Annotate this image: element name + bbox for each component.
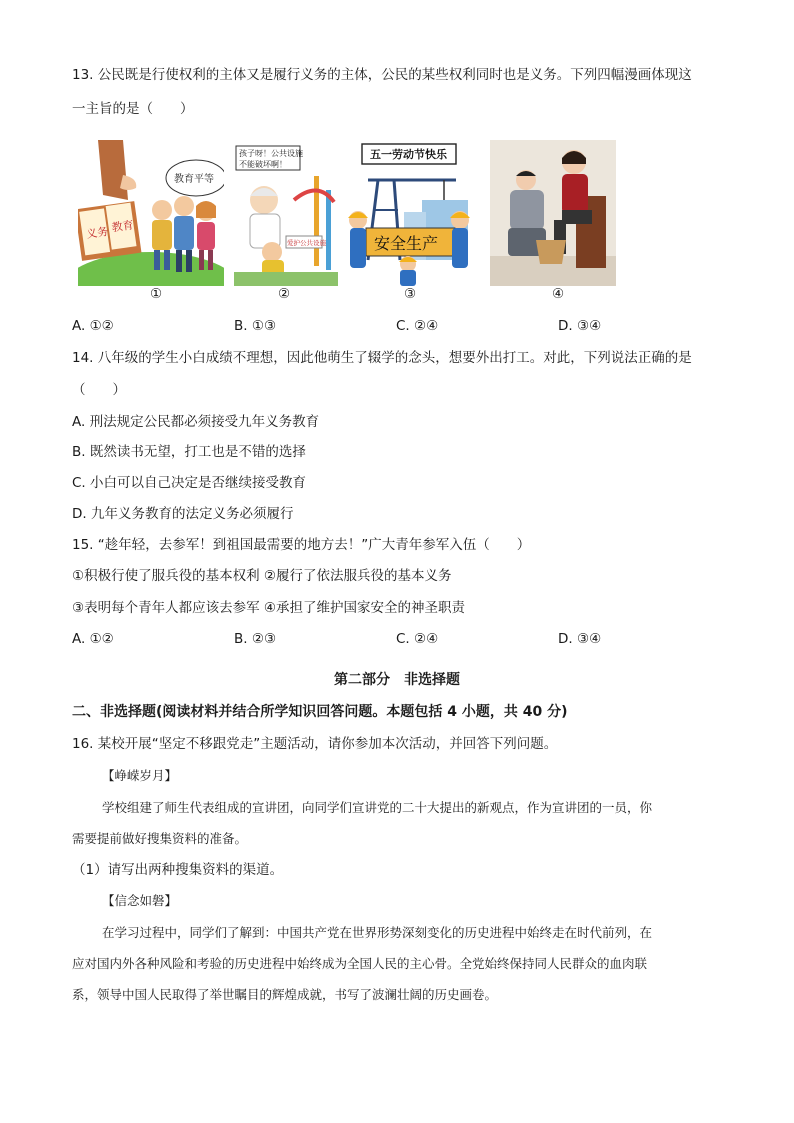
part2-section-heading: 二、非选择题(阅读材料并结合所学知识回答问题。本题包括 4 小题，共 40 分) bbox=[72, 704, 568, 720]
q16-heading-1: 【峥嵘岁月】 bbox=[102, 768, 178, 783]
q14-option-d[interactable]: D. 九年义务教育的法定义务必须履行 bbox=[72, 506, 294, 522]
cartoon-1 bbox=[78, 140, 224, 286]
q15-option-c[interactable]: C. ②④ bbox=[396, 631, 439, 647]
q16-para2-line2: 应对国内外各种风险和考验的历史进程中始终成为全国人民的主心骨。全党始终保持同人民群众的血肉联 bbox=[72, 956, 648, 971]
cartoon3-banner: 五一劳动节快乐 bbox=[370, 148, 447, 161]
cartoon-4 bbox=[490, 140, 616, 286]
book-left-text: 义务 bbox=[85, 225, 110, 241]
q16-para2-line3: 系，领导中国人民取得了举世瞩目的辉煌成就，书写了波澜壮阔的历史画卷。 bbox=[72, 987, 498, 1002]
q16-heading-2: 【信念如磐】 bbox=[102, 893, 178, 908]
q16-stem: 16. 某校开展“坚定不移跟党走”主题活动，请你参加本次活动，并回答下列问题。 bbox=[72, 736, 558, 752]
cartoon1-speech: 教育平等 bbox=[174, 174, 214, 185]
q15-stem: 15. “趁年轻，去参军！到祖国最需要的地方去！”广大青年参军入伍（ ） bbox=[72, 537, 531, 553]
q14-stem-line1: 14. 八年级的学生小白成绩不理想，因此他萌生了辍学的念头，想要外出打工。对此，下列说法正确的是 bbox=[72, 350, 692, 366]
q16-para1-line2: 需要提前做好搜集资料的准备。 bbox=[72, 831, 248, 846]
q14-stem-line2: （ ） bbox=[72, 382, 126, 398]
part2-title: 第二部分 非选择题 bbox=[334, 672, 460, 688]
q15-option-b[interactable]: B. ②③ bbox=[234, 631, 277, 647]
q15-option-a[interactable]: A. ①② bbox=[72, 631, 114, 647]
cartoon2-speech-line1: 孩子呀！公共设施 bbox=[239, 149, 303, 158]
cartoon3-board: 安全生产 bbox=[374, 234, 439, 253]
q15-statement-line2: ③表明每个青年人都应该去参军 ④承担了维护国家安全的神圣职责 bbox=[72, 600, 465, 616]
q16-para1-line1: 学校组建了师生代表组成的宣讲团，向同学们宣讲党的二十大提出的新观点，作为宣讲团的一员，你 bbox=[102, 800, 653, 815]
q13-option-b[interactable]: B. ①③ bbox=[234, 318, 277, 334]
q13-option-d[interactable]: D. ③④ bbox=[558, 318, 602, 334]
q15-statement-line1: ①积极行使了服兵役的基本权利 ②履行了依法服兵役的基本义务 bbox=[72, 568, 452, 584]
q14-option-c[interactable]: C. 小白可以自己决定是否继续接受教育 bbox=[72, 475, 307, 491]
cartoon-4-caption: ④ bbox=[552, 286, 565, 302]
q13-option-a[interactable]: A. ①② bbox=[72, 318, 114, 334]
cartoon2-speech-line2: 不能破坏啊！ bbox=[239, 160, 287, 169]
book-right-text: 教育 bbox=[110, 218, 135, 235]
cartoon-2 bbox=[234, 140, 338, 286]
cartoon2-sign: 爱护公共设施 bbox=[287, 239, 326, 247]
cartoon-2-caption: ② bbox=[278, 286, 291, 302]
q15-option-d[interactable]: D. ③④ bbox=[558, 631, 602, 647]
q13-stem-line2: 一主旨的是（ ） bbox=[72, 101, 194, 117]
cartoon-3-caption: ③ bbox=[404, 286, 417, 302]
q13-option-c[interactable]: C. ②④ bbox=[396, 318, 439, 334]
q16-subquestion-1: （1）请写出两种搜集资料的渠道。 bbox=[72, 862, 284, 878]
cartoon-1-caption: ① bbox=[150, 286, 163, 302]
q16-para2-line1: 在学习过程中，同学们了解到：中国共产党在世界形势深刻变化的历史进程中始终走在时代前列，在 bbox=[102, 925, 653, 940]
q13-stem-line1: 13. 公民既是行使权利的主体又是履行义务的主体，公民的某些权利同时也是义务。下列四幅漫画体现这 bbox=[72, 67, 692, 83]
q14-option-a[interactable]: A. 刑法规定公民都必须接受九年义务教育 bbox=[72, 414, 320, 430]
cartoon-3 bbox=[344, 140, 474, 286]
q14-option-b[interactable]: B. 既然读书无望，打工也是不错的选择 bbox=[72, 444, 306, 460]
